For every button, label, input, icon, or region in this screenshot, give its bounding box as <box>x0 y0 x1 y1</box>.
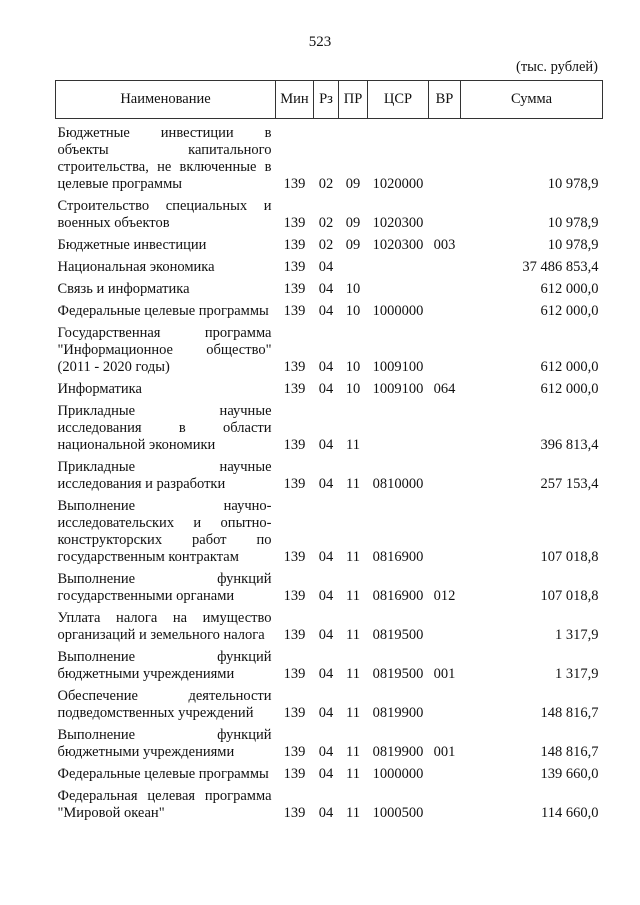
cell-name: Строительство специальных и военных объектов <box>57 198 272 231</box>
cell-min: 139 <box>283 627 306 643</box>
cell-rz: 04 <box>318 744 334 760</box>
cell-vr <box>429 320 461 376</box>
cell-sum: 612 000,0 <box>540 303 599 319</box>
page-number: 523 <box>308 34 332 50</box>
cell-vr <box>429 761 461 783</box>
table-row <box>56 722 603 761</box>
cell-pr: 09 <box>345 215 361 231</box>
cell-csr: 1009100 <box>372 359 424 375</box>
cell-vr <box>429 783 461 822</box>
table-row <box>56 493 603 566</box>
cell-pr: 11 <box>346 805 360 821</box>
cell-pr: 11 <box>346 549 360 565</box>
table-row <box>56 683 603 722</box>
cell-min: 139 <box>283 588 306 604</box>
cell-name: Выполнение научно-исследовательских и опытно-конструкторских работ по государственным контрактам <box>57 498 272 565</box>
header-rz: Рз <box>314 81 339 119</box>
cell-min: 139 <box>283 766 306 782</box>
cell-pr: 11 <box>346 588 360 604</box>
cell-rz: 02 <box>318 237 334 253</box>
table-row <box>56 232 603 254</box>
header-csr: ЦСР <box>368 81 429 119</box>
table-row <box>56 566 603 605</box>
cell-rz: 02 <box>318 215 334 231</box>
cell-vr <box>429 605 461 644</box>
cell-min: 139 <box>283 303 306 319</box>
cell-pr: 11 <box>346 744 360 760</box>
cell-sum: 257 153,4 <box>540 476 599 492</box>
cell-rz: 04 <box>318 476 334 492</box>
cell-name: Обеспечение деятельности подведомственных учреждений <box>57 688 272 721</box>
cell-vr <box>429 683 461 722</box>
cell-vr <box>429 119 461 194</box>
cell-csr: 1020300 <box>372 237 424 253</box>
cell-rz: 04 <box>318 766 334 782</box>
cell-rz: 04 <box>318 359 334 375</box>
cell-vr <box>429 254 461 276</box>
cell-vr <box>429 298 461 320</box>
cell-csr: 0819900 <box>372 705 424 721</box>
cell-csr <box>368 398 429 454</box>
cell-pr: 11 <box>346 476 360 492</box>
cell-name: Информатика <box>57 381 142 397</box>
cell-rz: 04 <box>318 705 334 721</box>
cell-vr <box>429 454 461 493</box>
cell-pr: 11 <box>346 437 360 453</box>
cell-min: 139 <box>283 176 306 192</box>
cell-name: Национальная экономика <box>57 259 215 275</box>
table-row <box>56 398 603 454</box>
cell-sum: 148 816,7 <box>540 744 599 760</box>
cell-min: 139 <box>283 381 306 397</box>
units-label: (тыс. рублей) <box>516 59 598 75</box>
cell-sum: 139 660,0 <box>540 766 599 782</box>
cell-name: Связь и информатика <box>57 281 190 297</box>
cell-rz: 04 <box>318 437 334 453</box>
cell-min: 139 <box>283 744 306 760</box>
header-name: Наименование <box>56 81 276 119</box>
cell-pr: 10 <box>345 381 361 397</box>
cell-min: 139 <box>283 805 306 821</box>
cell-sum: 10 978,9 <box>547 237 599 253</box>
cell-min: 139 <box>283 437 306 453</box>
budget-table <box>55 80 603 822</box>
cell-csr: 1000500 <box>372 805 424 821</box>
cell-sum: 114 660,0 <box>541 805 599 821</box>
cell-min: 139 <box>283 476 306 492</box>
table-row <box>56 276 603 298</box>
cell-min: 139 <box>283 359 306 375</box>
cell-pr: 10 <box>345 359 361 375</box>
table-row <box>56 376 603 398</box>
cell-name: Прикладные научные исследования и разработки <box>57 459 272 492</box>
cell-rz: 02 <box>318 176 334 192</box>
cell-sum: 10 978,9 <box>547 215 599 231</box>
cell-pr: 09 <box>345 176 361 192</box>
cell-pr: 10 <box>345 281 361 297</box>
table-row <box>56 119 603 194</box>
cell-csr: 0819900 <box>372 744 424 760</box>
cell-csr: 1000000 <box>372 303 424 319</box>
cell-rz: 04 <box>318 281 334 297</box>
cell-csr: 1020000 <box>372 176 424 192</box>
cell-name: Бюджетные инвестиции <box>57 237 207 253</box>
cell-rz: 04 <box>318 588 334 604</box>
cell-rz: 04 <box>318 666 334 682</box>
cell-name: Федеральные целевые программы <box>57 303 269 319</box>
cell-sum: 612 000,0 <box>540 359 599 375</box>
cell-sum: 107 018,8 <box>540 588 599 604</box>
header-pr: ПР <box>339 81 368 119</box>
table-row <box>56 761 603 783</box>
cell-name: Государственная программа "Информационное общество" (2011 - 2020 годы) <box>57 325 272 375</box>
table-row <box>56 298 603 320</box>
cell-rz: 04 <box>318 381 334 397</box>
cell-sum: 396 813,4 <box>540 437 599 453</box>
cell-vr: 064 <box>433 381 456 397</box>
cell-pr: 11 <box>346 766 360 782</box>
header-vr: ВР <box>429 81 461 119</box>
cell-csr: 1020300 <box>372 215 424 231</box>
table-row <box>56 454 603 493</box>
table-row <box>56 193 603 232</box>
cell-name: Уплата налога на имущество организаций и земельного налога <box>57 610 272 643</box>
cell-name: Федеральная целевая программа "Мировой океан" <box>57 788 272 821</box>
cell-name: Бюджетные инвестиции в объекты капитального строительства, не включенные в целевые программы <box>57 125 272 192</box>
cell-rz: 04 <box>318 627 334 643</box>
cell-vr <box>429 276 461 298</box>
cell-sum: 1 317,9 <box>555 627 599 643</box>
cell-vr: 012 <box>433 588 456 604</box>
cell-pr: 10 <box>345 303 361 319</box>
table-row <box>56 783 603 822</box>
cell-rz: 04 <box>318 549 334 565</box>
cell-name: Выполнение функций бюджетными учреждениями <box>57 727 272 760</box>
cell-min: 139 <box>283 549 306 565</box>
cell-csr: 0810000 <box>372 476 424 492</box>
cell-csr: 0819500 <box>372 666 424 682</box>
cell-vr <box>429 193 461 232</box>
cell-pr: 11 <box>346 666 360 682</box>
cell-csr: 0816900 <box>372 588 424 604</box>
cell-name: Выполнение функций государственными органами <box>57 571 272 604</box>
cell-vr: 001 <box>433 666 456 682</box>
cell-sum: 148 816,7 <box>540 705 599 721</box>
cell-rz: 04 <box>318 805 334 821</box>
cell-csr <box>368 276 429 298</box>
cell-csr: 0816900 <box>372 549 424 565</box>
cell-min: 139 <box>283 281 306 297</box>
table-row <box>56 644 603 683</box>
cell-sum: 10 978,9 <box>547 176 599 192</box>
cell-pr: 11 <box>346 705 360 721</box>
header-sum: Сумма <box>461 81 603 119</box>
cell-sum: 612 000,0 <box>540 381 599 397</box>
table-header <box>56 81 603 119</box>
cell-vr: 001 <box>433 744 456 760</box>
cell-csr: 1000000 <box>372 766 424 782</box>
cell-vr: 003 <box>433 237 456 253</box>
cell-sum: 1 317,9 <box>555 666 599 682</box>
cell-csr: 1009100 <box>372 381 424 397</box>
cell-pr: 11 <box>346 627 360 643</box>
cell-rz: 04 <box>318 303 334 319</box>
cell-csr <box>368 254 429 276</box>
table-row <box>56 320 603 376</box>
cell-rz: 04 <box>318 259 334 275</box>
cell-pr: 09 <box>345 237 361 253</box>
cell-pr <box>339 254 368 276</box>
cell-min: 139 <box>283 215 306 231</box>
table-row <box>56 254 603 276</box>
cell-sum: 37 486 853,4 <box>522 259 599 275</box>
cell-min: 139 <box>283 666 306 682</box>
cell-vr <box>429 493 461 566</box>
cell-min: 139 <box>283 237 306 253</box>
cell-name: Прикладные научные исследования в области национальной экономики <box>57 403 272 453</box>
cell-min: 139 <box>283 705 306 721</box>
cell-csr: 0819500 <box>372 627 424 643</box>
cell-name: Федеральные целевые программы <box>57 766 269 782</box>
cell-vr <box>429 398 461 454</box>
cell-sum: 612 000,0 <box>540 281 599 297</box>
cell-sum: 107 018,8 <box>540 549 599 565</box>
cell-min: 139 <box>283 259 306 275</box>
header-min: Мин <box>276 81 314 119</box>
table-row <box>56 605 603 644</box>
cell-name: Выполнение функций бюджетными учреждениями <box>57 649 272 682</box>
